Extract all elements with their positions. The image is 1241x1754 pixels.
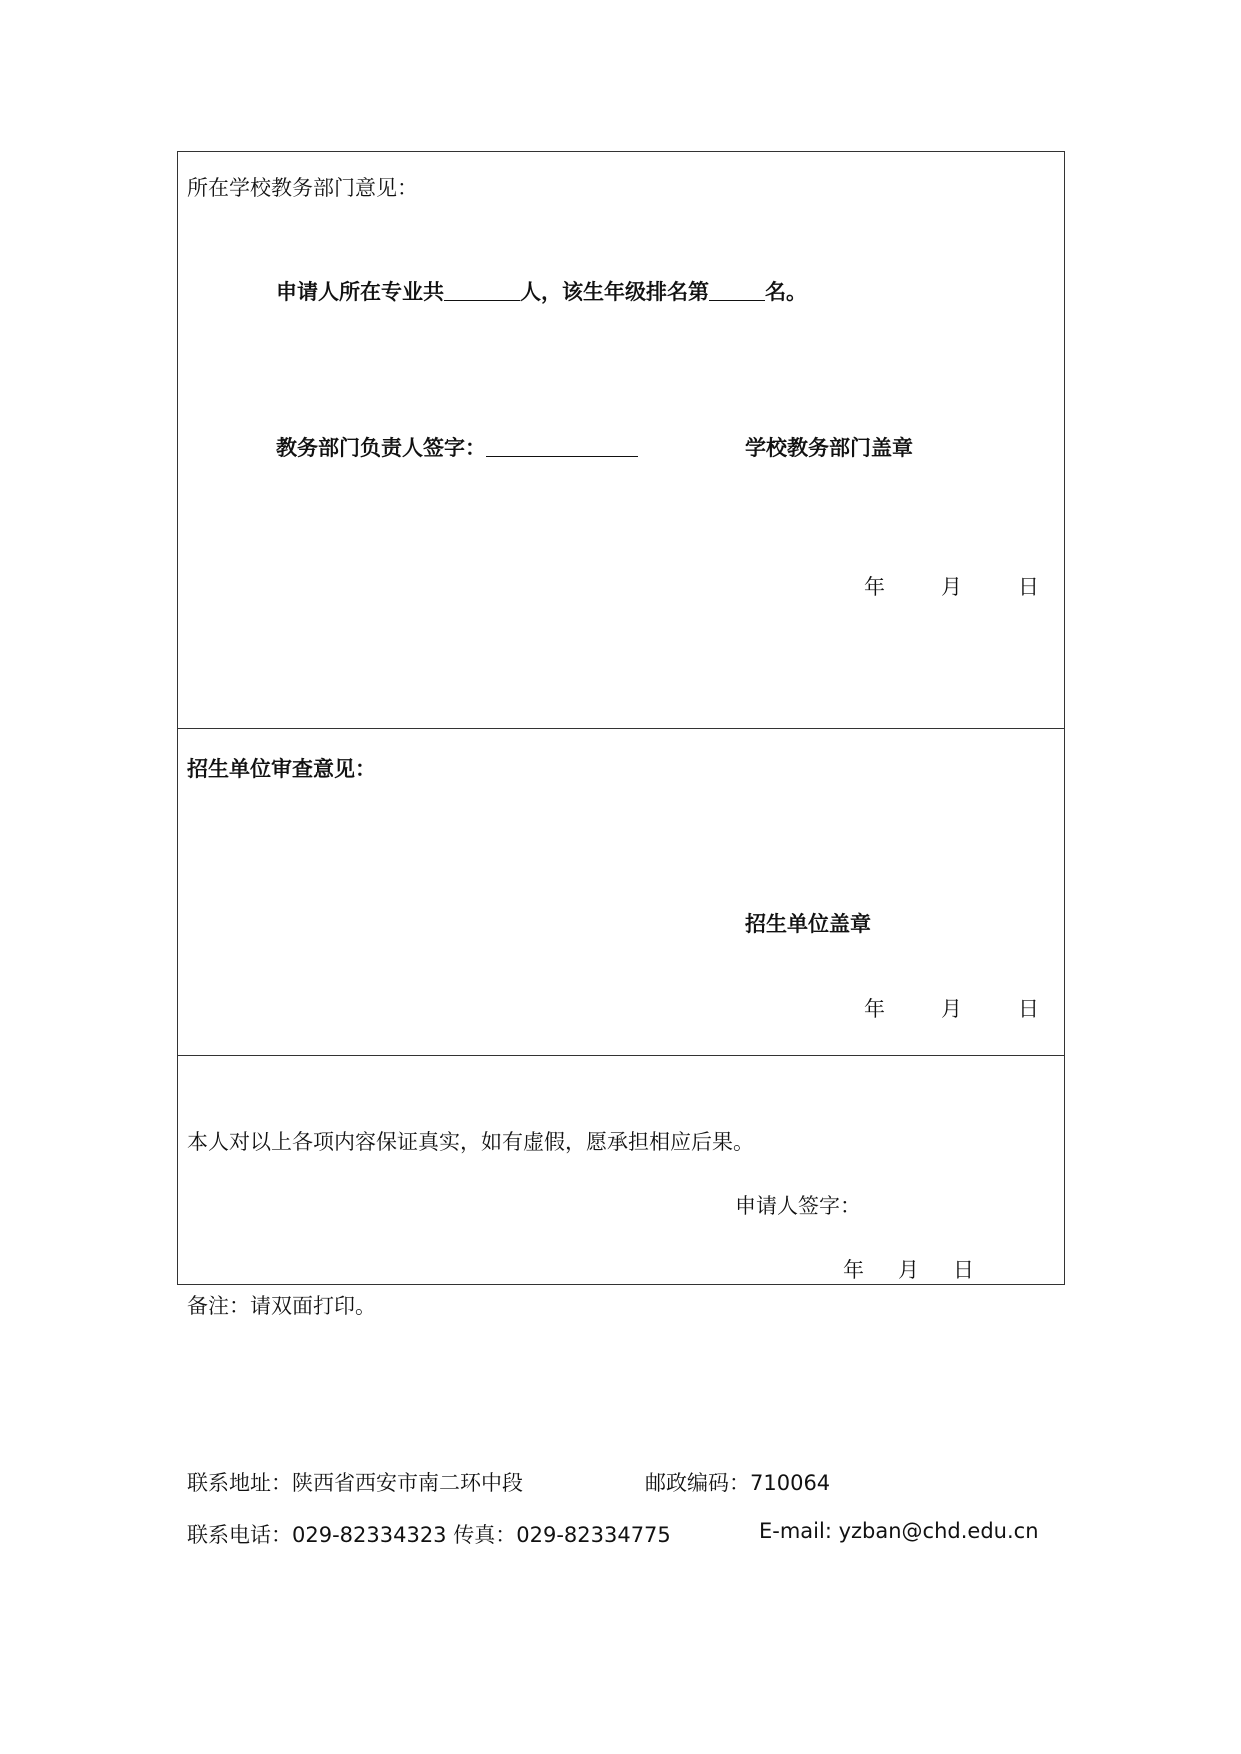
fax-value: 029-82334775 [516, 1523, 671, 1547]
contact-address [187, 1467, 523, 1497]
rank-text-part1: 申请人所在专业共 [276, 280, 444, 304]
form-table [177, 151, 1065, 1285]
section1-date-month: 月 [941, 575, 962, 599]
affairs-signature-line [276, 432, 638, 462]
section2-date-day: 日 [1018, 997, 1039, 1021]
affairs-signature-blank[interactable] [486, 436, 638, 457]
section3-date-year: 年 [843, 1258, 864, 1282]
rank-blank[interactable] [709, 280, 765, 301]
school-opinion-title: 所在学校教务部门意见： [187, 176, 418, 200]
section2-date-year: 年 [864, 997, 885, 1021]
declaration-text: 本人对以上各项内容保证真实，如有虚假，愿承担相应后果。 [187, 1130, 754, 1154]
row-divider-2 [177, 1055, 1065, 1056]
applicant-signature-label: 申请人签字： [735, 1194, 861, 1218]
section2-date-month: 月 [941, 997, 962, 1021]
major-total-blank[interactable] [444, 280, 520, 301]
contact-phone-fax [187, 1519, 671, 1549]
section1-date-day: 日 [1018, 575, 1039, 599]
section1-date-year: 年 [864, 575, 885, 599]
print-note: 备注：请双面打印。 [187, 1294, 376, 1318]
row-divider-1 [177, 728, 1065, 729]
admission-stamp-label: 招生单位盖章 [745, 912, 871, 936]
rank-statement [276, 276, 807, 306]
phone-value: 029-82334323 [292, 1523, 447, 1547]
rank-text-part2: 人，该生年级排名第 [520, 280, 709, 304]
admission-review-title: 招生单位审查意见： [187, 757, 376, 781]
section3-date-day: 日 [953, 1258, 974, 1282]
section3-date-month: 月 [898, 1258, 919, 1282]
postcode-value: 710064 [750, 1471, 831, 1495]
postcode-label: 邮政编码： [645, 1471, 750, 1495]
phone-label: 联系电话： [187, 1523, 292, 1547]
rank-text-part3: 名。 [765, 280, 807, 304]
address-value: 陕西省西安市南二环中段 [292, 1471, 523, 1495]
fax-label: 传真： [453, 1523, 517, 1547]
contact-email[interactable]: E-mail: yzban@chd.edu.cn [759, 1519, 1039, 1543]
address-label: 联系地址： [187, 1471, 292, 1495]
school-stamp-label: 学校教务部门盖章 [745, 436, 913, 460]
contact-postcode [645, 1467, 830, 1497]
affairs-signature-label: 教务部门负责人签字： [276, 436, 486, 460]
